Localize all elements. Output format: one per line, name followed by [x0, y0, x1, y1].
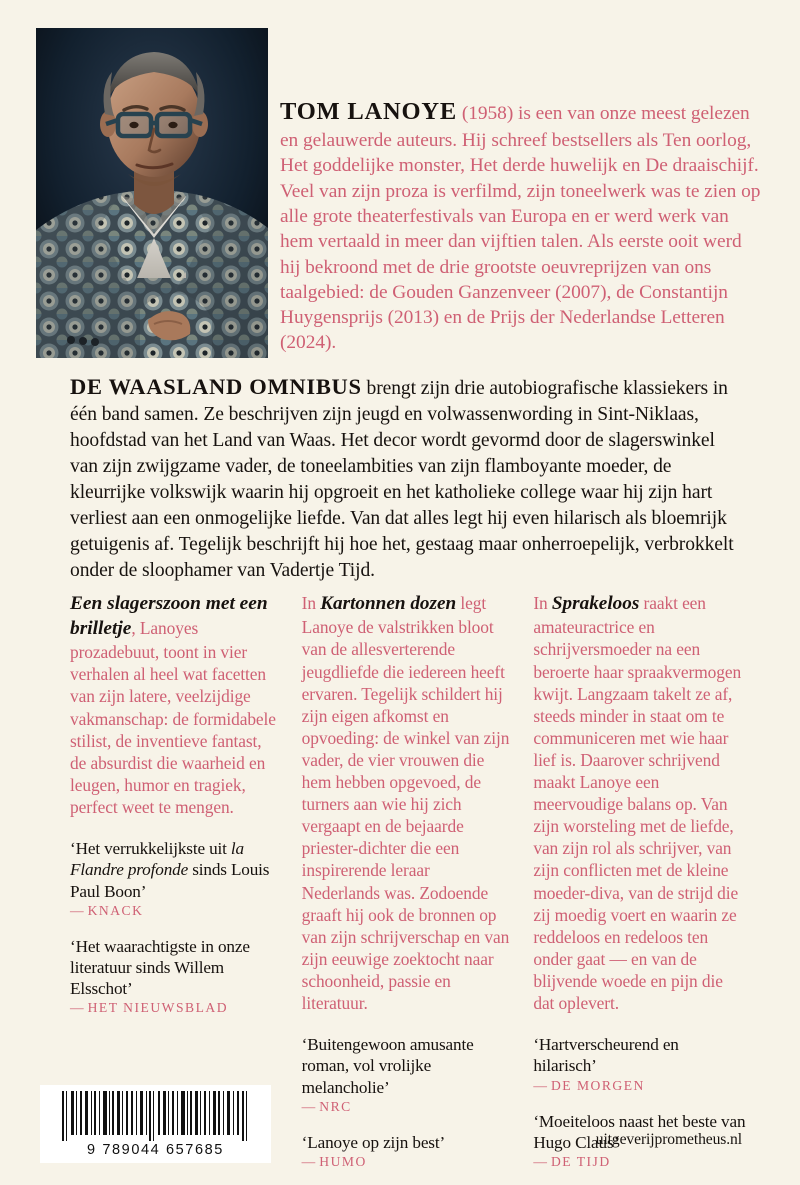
omnibus-title: DE WAASLAND OMNIBUS: [70, 374, 362, 399]
column-sprakeloos: [533, 592, 746, 1170]
column-een-slagerszoon: [70, 592, 280, 1170]
publisher-url[interactable]: uitgeverijprometheus.nl: [595, 1131, 742, 1148]
column-kartonnen-dozen: [302, 592, 512, 1170]
em-dash-icon: —: [70, 1000, 84, 1016]
em-dash-icon: —: [301, 1098, 316, 1114]
column-body-text: legt Lanoye de valstrikken bloot van de allesverterende jeugdliefde die iedereen heeft ervaren. Tegelijk schildert hij zijn eigen afkomst en opvoeding: de winkel van zijn vader, de vier vrouwen die hem hebben opgevoed, de turners aan wie hij zich vergaapt en de bejaarde priester-dichter die een inspirerende leraar Nederlands was. Zodoende graaft hij ook de bronnen op van zijn schrijverschap en van zijn eeuwige zoektocht naar schoonheid, passie en literatuur.: [301, 593, 510, 1013]
quote-source: [70, 1000, 280, 1016]
quote-source: [70, 903, 280, 919]
quote-part-after: sinds Louis Paul Boon’: [70, 860, 270, 901]
column-body-text: raakt een amateuractrice en schrijversmoeder na een beroerte haar spraakvermogen kwijt. Langzaam takelt ze af, steeds minder in staat om te communiceren met wie haar lief is. Daarover schrijvend maakt Lanoye een meervoudige balans op. Van zijn worsteling met de liefde, van zijn rol als schrijver, van zijn conflicten met de kleine moeder-diva, van de strijd die zij moedig voert en waarin ze reddeloos en redeloos ten onder gaat — en van de blijvende woede en pijn die dat oplevert.: [533, 593, 742, 1013]
quote-part-before: ‘Lanoye op zijn best’: [301, 1132, 446, 1152]
quote-part-before: ‘Hartverscheurend en hilarisch’: [533, 1035, 679, 1076]
quote-source-name: DE TIJD: [550, 1154, 611, 1169]
column-description: [302, 592, 512, 1014]
quote-block: [70, 838, 280, 919]
quote-source-name: KNACK: [87, 902, 144, 918]
quote-block: [302, 1132, 512, 1170]
quote-source-name: DE MORGEN: [550, 1077, 645, 1093]
isbn-barcode: [40, 1085, 271, 1163]
quote-source-name: HUMO: [319, 1154, 367, 1169]
quote-block: [533, 1034, 746, 1093]
quote-text: [302, 1132, 512, 1153]
quote-source: [302, 1154, 512, 1170]
em-dash-icon: —: [70, 902, 84, 918]
quote-text: [70, 838, 280, 902]
column-lead-prefix: In: [301, 593, 321, 613]
column-description: [70, 592, 280, 818]
column-work-title: Sprakeloos: [551, 593, 640, 614]
quote-source-name: NRC: [319, 1098, 352, 1114]
isbn-digits: 9 789044 657685: [87, 1142, 224, 1158]
book-columns: [70, 592, 746, 1170]
column-lead-prefix: In: [533, 593, 552, 613]
quote-block: [302, 1034, 512, 1115]
quote-source: [533, 1078, 746, 1094]
author-name: TOM LANOYE: [280, 98, 458, 125]
column-quotes: [70, 838, 280, 1016]
column-quotes: [533, 1034, 746, 1170]
column-quotes: [302, 1034, 512, 1170]
quote-source-name: HET NIEUWSBLAD: [87, 1000, 229, 1016]
quote-text: [302, 1034, 512, 1098]
column-work-title: Kartonnen dozen: [320, 593, 457, 614]
em-dash-icon: —: [533, 1154, 547, 1169]
quote-source: [302, 1099, 512, 1115]
author-portrait-illustration: [36, 28, 268, 358]
omnibus-blurb-text: brengt zijn drie autobiografische klassiekers in één band samen. Ze beschrijven zijn jeugd en volwassenwording in Sint-Niklaas, hoofdstad van het Land van Waas. Het decor wordt gevormd door de slagerswinkel van zijn zwijgzame vader, de toneelambities van zijn flamboyante moeder, de kleurrijke volkswijk waarin hij opgroeit en het katholieke college waar hij zijn hart verliest aan een onmogelijke liefde. Van dat alles legt hij even hilarisch als bloemrijk getuigenis af. Tegelijk beschrijft hij hoe het, gestaag maar onherroepelijk, verbrokkelt onder de sloophamer van Vadertje Tijd.: [70, 378, 734, 581]
barcode-bars-icon: [48, 1091, 263, 1141]
quote-part-before: ‘Moeiteloos naast het beste van Hugo Claus’: [533, 1111, 746, 1152]
omnibus-blurb: [70, 372, 746, 584]
author-portrait-photo: [36, 28, 268, 358]
column-work-title: Een slagerszoon met een brilletje: [70, 593, 268, 639]
em-dash-icon: —: [533, 1077, 547, 1093]
quote-block: [70, 936, 280, 1017]
author-bio-paragraph: [280, 96, 764, 356]
column-body-text: , Lanoyes prozadebuut, toont in vier verhalen al heel wat facetten van zijn latere, veelzijdige vakmanschap: de formidabele stilist, de inventieve fantast, de absurdist die waarheid en leugen, humor en tragiek, perfect weet te mengen.: [70, 617, 276, 817]
quote-part-before: ‘Buitengewoon amusante roman, vol vrolijke melancholie’: [301, 1035, 474, 1097]
quote-part-before: ‘Het waarachtigste in onze literatuur sinds Willem Elsschot’: [70, 936, 250, 999]
quote-text: [533, 1034, 746, 1076]
column-description: [533, 592, 746, 1014]
quote-text: [70, 936, 280, 1000]
em-dash-icon: —: [301, 1154, 316, 1169]
quote-source: [533, 1154, 746, 1170]
quote-part-before: ‘Het verrukkelijkste uit: [70, 839, 231, 859]
quote-part-italic: la Flandre profonde: [70, 839, 244, 880]
author-bio-text: (1958) is een van onze meest gelezen en gelauwerde auteurs. Hij schreef bestsellers als Ten oorlog, Het goddelijke monster, Het derde huwelijk en De draaischijf. Veel van zijn proza is verfilmd, zijn toneelwerk was te zien op alle grote theaterfestivals van Europa en er werd werk van hem vertaald in meer dan vijftien talen. Als eerste ooit werd hij bekroond met de drie grootste oeuvreprijzen van ons taalgebied: de Gouden Ganzenveer (2007), de Constantijn Huygensprijs (2013) en de Prijs der Nederlandse Letteren (2024).: [280, 103, 761, 354]
author-block: [36, 28, 764, 358]
